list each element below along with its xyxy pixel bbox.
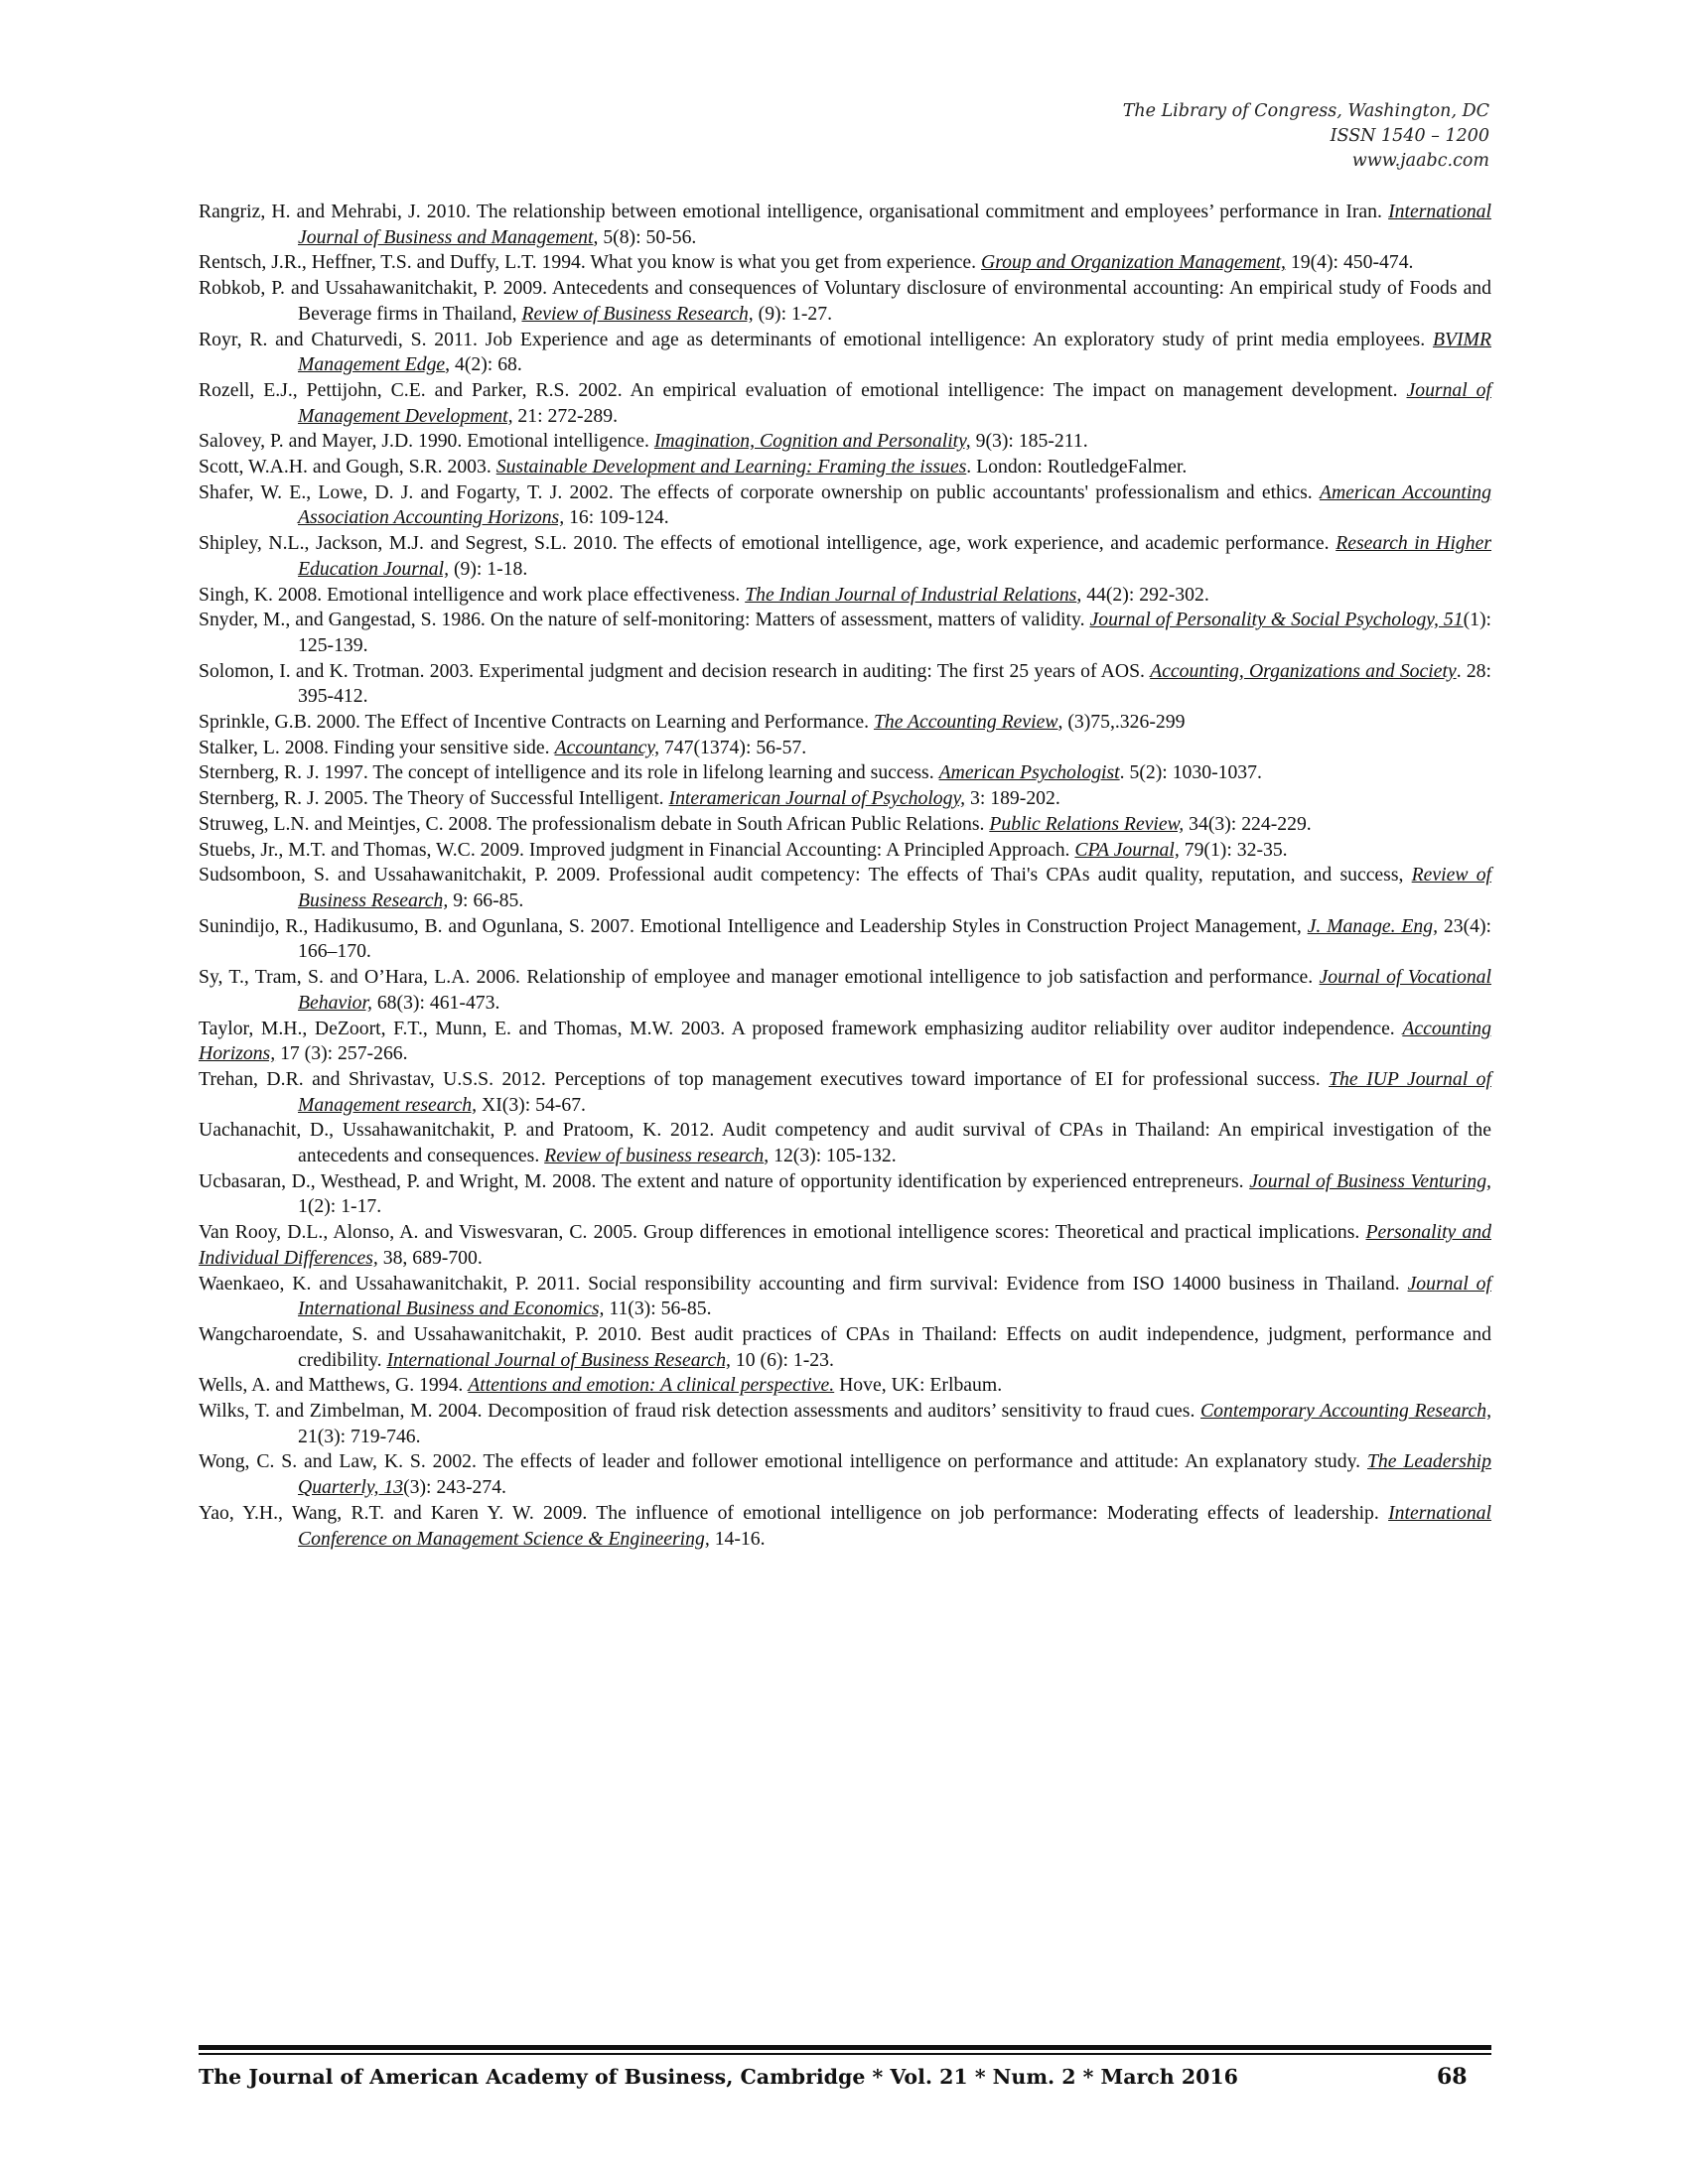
- reference-entry: [199, 583, 1491, 609]
- reference-text: Ucbasaran, D., Westhead, P. and Wright, M. 2008. The extent and nature of opportunity identification by experienced entrepreneurs.: [199, 1169, 1250, 1192]
- reference-entry: [199, 328, 1491, 378]
- reference-details: , 44(2): 292-302.: [1076, 583, 1209, 606]
- reference-text: Rozell, E.J., Pettijohn, C.E. and Parker, R.S. 2002. An empirical evaluation of emotional intelligence: The impact on management development.: [199, 378, 1407, 401]
- reference-details: (3): 243-274.: [403, 1476, 506, 1499]
- header-library: The Library of Congress, Washington, DC: [1122, 101, 1489, 121]
- reference-entry: [199, 1373, 1491, 1399]
- reference-source: CPA Journal,: [1074, 838, 1180, 861]
- reference-details: 21(3): 719-746.: [298, 1425, 421, 1447]
- reference-text: Robkob, P. and Ussahawanitchakit, P. 2009. Antecedents and consequences of Voluntary disclosure of environmental accounting: An empirical study of Foods and Beverage firms in Thailand,: [199, 277, 1491, 325]
- reference-text: Solomon, I. and K. Trotman. 2003. Experimental judgment and decision research in auditing: The first 25 years of AOS.: [199, 659, 1151, 682]
- reference-details: 34(3): 224-229.: [1184, 812, 1312, 835]
- reference-details: 19(4): 450-474.: [1285, 251, 1414, 274]
- reference-details: . 28: 395-412.: [298, 659, 1491, 708]
- reference-entry: [199, 455, 1491, 480]
- reference-entry: [199, 812, 1491, 838]
- reference-source: Attentions and emotion: A clinical perspective.: [468, 1374, 835, 1397]
- header-issn: ISSN 1540 – 1200: [1330, 126, 1489, 146]
- reference-text: Singh, K. 2008. Emotional intelligence and work place effectiveness.: [199, 583, 746, 606]
- reference-text: Sunindijo, R., Hadikusumo, B. and Ogunlana, S. 2007. Emotional Intelligence and Leadership Styles in Construction Project Management,: [199, 914, 1308, 937]
- reference-text: Trehan, D.R. and Shrivastav, U.S.S. 2012. Perceptions of top management executives toward importance of EI for professional success.: [199, 1067, 1330, 1090]
- reference-entry: [199, 1501, 1491, 1552]
- reference-text: Waenkaeo, K. and Ussahawanitchakit, P. 2011. Social responsibility accounting and firm survival: Evidence from ISO 14000 business in Thailand.: [199, 1272, 1408, 1295]
- reference-entry: [199, 914, 1491, 965]
- reference-entry: [199, 736, 1491, 761]
- reference-text: Taylor, M.H., DeZoort, F.T., Munn, E. and Thomas, M.W. 2003. A proposed framework emphasizing auditor reliability over auditor independence.: [199, 1017, 1403, 1039]
- reference-text: Salovey, P. and Mayer, J.D. 1990. Emotional intelligence.: [199, 430, 654, 453]
- reference-entry: [199, 838, 1491, 864]
- reference-source: The Accounting Review: [873, 711, 1058, 734]
- reference-details: . 5(2): 1030-1037.: [1119, 761, 1262, 784]
- reference-entry: [199, 200, 1491, 250]
- reference-source: Sustainable Development and Learning: Framing the issues: [495, 456, 967, 478]
- page-footer: [199, 2063, 1491, 2091]
- reference-text: Van Rooy, D.L., Alonso, A. and Viswesvaran, C. 2005. Group differences in emotional intelligence scores: Theoretical and practical implications.: [199, 1221, 1366, 1244]
- reference-source: BVIMR Management Edge: [298, 328, 1491, 376]
- reference-entry: [199, 1399, 1491, 1449]
- reference-entry: [199, 965, 1491, 1016]
- reference-source: Accounting, Organizations and Society: [1150, 659, 1457, 682]
- header-website: www.jaabc.com: [1351, 151, 1489, 171]
- reference-text: Royr, R. and Chaturvedi, S. 2011. Job Experience and age as determinants of emotional intelligence: An exploratory study of print media employees.: [199, 328, 1433, 350]
- reference-source: The Leadership Quarterly, 13: [298, 1450, 1491, 1499]
- reference-details: 16: 109-124.: [564, 506, 669, 529]
- reference-details: 68(3): 461-473.: [371, 991, 500, 1014]
- reference-text: Sternberg, R. J. 1997. The concept of intelligence and its role in lifelong learning and success.: [199, 761, 939, 784]
- reference-source: Journal of Personality & Social Psychology, 51: [1089, 609, 1464, 631]
- reference-entry: [199, 429, 1491, 455]
- reference-text: Stalker, L. 2008. Finding your sensitive side.: [199, 736, 555, 758]
- reference-source: Journal of International Business and Economics,: [298, 1272, 1491, 1320]
- reference-details: 79(1): 32-35.: [1179, 838, 1288, 861]
- reference-entry: [199, 1169, 1491, 1220]
- reference-details: . London: RoutledgeFalmer.: [966, 456, 1188, 478]
- reference-source: J. Manage. Eng,: [1307, 914, 1439, 937]
- reference-source: Review of business research: [544, 1145, 765, 1167]
- reference-details: 10 (6): 1-23.: [730, 1348, 834, 1371]
- reference-source: Journal of Vocational Behavior,: [298, 966, 1491, 1014]
- reference-entry: [199, 531, 1491, 582]
- reference-entry: [199, 659, 1491, 710]
- reference-text: Sy, T., Tram, S. and O’Hara, L.A. 2006. Relationship of employee and manager emotional intelligence to job satisfaction and performance.: [199, 966, 1320, 989]
- reference-source: Group and Organization Management,: [981, 251, 1286, 274]
- reference-text: Shafer, W. E., Lowe, D. J. and Fogarty, T. J. 2002. The effects of corporate ownership on public accountants' professionalism and ethics.: [199, 480, 1320, 503]
- reference-source: Accountancy,: [554, 736, 659, 758]
- reference-source: Interamerican Journal of Psychology,: [668, 787, 966, 810]
- reference-entry: [199, 1272, 1491, 1322]
- reference-entry: [199, 1449, 1491, 1500]
- reference-details: , 12(3): 105-132.: [764, 1145, 897, 1167]
- reference-entry: [199, 1017, 1491, 1067]
- reference-details: 9: 66-85.: [448, 888, 524, 911]
- reference-source: International Journal of Business and Management: [298, 201, 1491, 248]
- reference-details: , 5(8): 50-56.: [593, 225, 697, 248]
- reference-source: American Accounting Association Accounting Horizons,: [298, 480, 1491, 529]
- reference-details: 21: 272-289.: [512, 404, 619, 427]
- reference-details: 9(3): 185-211.: [970, 430, 1088, 453]
- reference-entry: [199, 786, 1491, 812]
- reference-source: Contemporary Accounting Research,: [1200, 1400, 1491, 1423]
- reference-entry: [199, 760, 1491, 786]
- reference-details: 1(2): 1-17.: [298, 1195, 382, 1218]
- reference-text: Scott, W.A.H. and Gough, S.R. 2003.: [199, 456, 496, 478]
- reference-details: 38, 689-700.: [377, 1246, 483, 1269]
- reference-details: 11(3): 56-85.: [604, 1297, 712, 1320]
- reference-source: Public Relations Review,: [989, 812, 1185, 835]
- reference-entry: [199, 1118, 1491, 1168]
- reference-text: Sternberg, R. J. 2005. The Theory of Successful Intelligent.: [199, 787, 669, 810]
- reference-entry: [199, 863, 1491, 913]
- reference-source: The IUP Journal of Management research,: [298, 1067, 1491, 1116]
- reference-source: Research in Higher Education Journal,: [298, 532, 1492, 580]
- footer-rule-thick: [199, 2045, 1491, 2050]
- reference-entry: [199, 480, 1491, 531]
- reference-source: Review of Business Research,: [298, 864, 1492, 911]
- reference-entry: [199, 250, 1491, 276]
- reference-source: International Conference on Management Science & Engineering,: [298, 1501, 1491, 1550]
- reference-entry: [199, 608, 1491, 658]
- reference-source: Review of Business Research,: [521, 302, 754, 325]
- reference-entry: [199, 378, 1491, 429]
- reference-entry: [199, 1220, 1491, 1271]
- reference-details: 747(1374): 56-57.: [659, 736, 807, 758]
- footer-journal-title: The Journal of American Academy of Business, Cambridge * Vol. 21 * Num. 2 * March 2016: [199, 2065, 1238, 2089]
- reference-text: Wong, C. S. and Law, K. S. 2002. The effects of leader and follower emotional intelligence on performance and attitude: An explanatory study.: [199, 1450, 1367, 1473]
- page-number: 68: [1437, 2064, 1468, 2090]
- footer-rule-thin: [199, 2053, 1491, 2055]
- reference-text: Uachanachit, D., Ussahawanitchakit, P. and Pratoom, K. 2012. Audit competency and audit survival of CPAs in Thailand: An empirical investigation of the antecedents and consequences.: [199, 1119, 1491, 1167]
- reference-text: Wells, A. and Matthews, G. 1994.: [199, 1374, 469, 1397]
- reference-entry: [199, 1322, 1491, 1373]
- reference-details: 14-16.: [709, 1527, 766, 1550]
- reference-details: (9): 1-18.: [449, 557, 528, 580]
- reference-text: Yao, Y.H., Wang, R.T. and Karen Y. W. 2009. The influence of emotional intelligence on job performance: Moderating effects of leadership.: [199, 1501, 1389, 1524]
- reference-text: Struweg, L.N. and Meintjes, C. 2008. The professionalism debate in South African Public Relations.: [199, 812, 990, 835]
- reference-details: 17 (3): 257-266.: [275, 1042, 408, 1065]
- reference-entry: [199, 1067, 1491, 1118]
- reference-details: (9): 1-27.: [753, 302, 832, 325]
- reference-text: Sudsomboon, S. and Ussahawanitchakit, P. 2009. Professional audit competency: The effects of Thai's CPAs audit quality, reputation, and success,: [199, 864, 1412, 887]
- reference-text: Sprinkle, G.B. 2000. The Effect of Incentive Contracts on Learning and Performance.: [199, 711, 874, 734]
- reference-details: 23(4): 166–170.: [298, 914, 1491, 963]
- reference-text: Wilks, T. and Zimbelman, M. 2004. Decomposition of fraud risk detection assessments and auditors’ sensitivity to fraud cues.: [199, 1400, 1201, 1423]
- reference-source: American Psychologist: [938, 761, 1120, 784]
- reference-source: The Indian Journal of Industrial Relations: [745, 583, 1077, 606]
- reference-entry: [199, 276, 1491, 327]
- reference-text: Rangriz, H. and Mehrabi, J. 2010. The relationship between emotional intelligence, organisational commitment and employees’ performance in Iran.: [199, 201, 1389, 222]
- reference-text: Shipley, N.L., Jackson, M.J. and Segrest, S.L. 2010. The effects of emotional intelligence, age, work experience, and academic performance.: [199, 532, 1336, 555]
- reference-details: (1): 125-139.: [298, 609, 1491, 656]
- reference-text: Rentsch, J.R., Heffner, T.S. and Duffy, L.T. 1994. What you know is what you get from experience.: [199, 251, 982, 274]
- reference-source: Personality and Individual Differences,: [199, 1221, 1491, 1269]
- reference-details: , (3)75,.326-299: [1057, 711, 1186, 734]
- running-header: [1123, 99, 1489, 174]
- reference-text: Wangcharoendate, S. and Ussahawanitchakit, P. 2010. Best audit practices of CPAs in Thailand: Effects on audit independence, judgment, performance and credibility.: [199, 1322, 1491, 1371]
- reference-text: Stuebs, Jr., M.T. and Thomas, W.C. 2009. Improved judgment in Financial Accounting: A Principled Approach.: [199, 838, 1075, 861]
- reference-text: Snyder, M., and Gangestad, S. 1986. On the nature of self-monitoring: Matters of assessment, matters of validity.: [199, 609, 1090, 631]
- reference-details: Hove, UK: Erlbaum.: [834, 1374, 1003, 1397]
- reference-entry: [199, 710, 1491, 736]
- reference-source: Journal of Business Venturing,: [1249, 1169, 1491, 1192]
- reference-source: International Journal of Business Research,: [386, 1348, 731, 1371]
- reference-source: Journal of Management Development,: [298, 378, 1491, 427]
- reference-list: [199, 200, 1491, 1552]
- reference-source: Accounting Horizons,: [199, 1017, 1491, 1065]
- reference-details: 3: 189-202.: [965, 787, 1060, 810]
- reference-details: XI(3): 54-67.: [477, 1093, 586, 1116]
- reference-details: , 4(2): 68.: [445, 353, 522, 376]
- reference-source: Imagination, Cognition and Personality,: [653, 430, 971, 453]
